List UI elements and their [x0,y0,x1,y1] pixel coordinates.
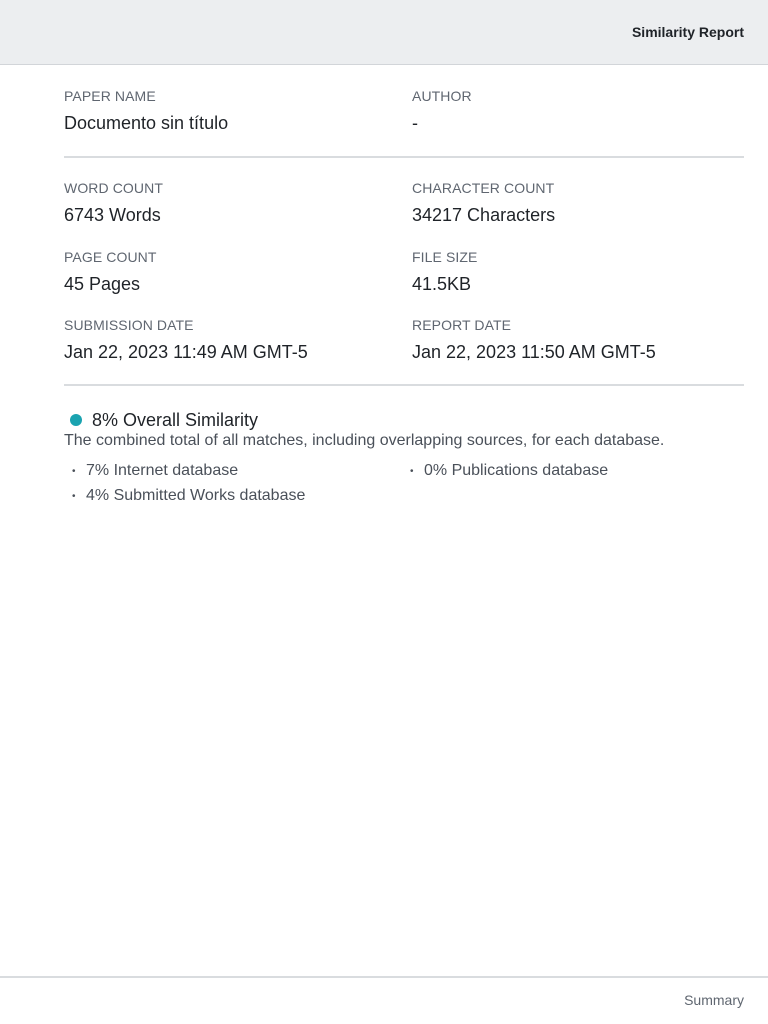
database-item [72,487,305,505]
character-count-value: 34217 Characters [412,205,556,225]
author-field [412,88,472,133]
file-size-value: 41.5KB [412,274,472,294]
paper-name-field [64,88,228,133]
database-item [410,462,608,480]
file-size-label: FILE SIZE [412,249,478,265]
bullet-icon: • [72,490,76,502]
divider [64,384,744,386]
report-date-label: REPORT DATE [412,317,512,333]
author-value: - [412,113,418,133]
overall-similarity-title: 8% Overall Similarity [92,409,259,430]
paper-name-label: PAPER NAME [64,88,156,104]
author-label: AUTHOR [412,88,472,104]
page-count-value: 45 Pages [64,274,141,294]
character-count-label: CHARACTER COUNT [412,180,555,196]
submission-date-field [64,317,308,362]
report-title: Similarity Report [631,24,744,40]
page-count-label: PAGE COUNT [64,249,157,265]
character-count-field [412,180,555,225]
footer-summary-label: Summary [684,992,744,1008]
word-count-field [64,180,163,225]
page-count-field [64,249,157,294]
similarity-indicator-icon [70,414,82,426]
bullet-icon: • [72,465,76,477]
database-item [72,462,238,480]
paper-name-value: Documento sin título [64,113,229,133]
file-size-field [412,249,477,294]
bottom-bar [0,976,768,1024]
divider [64,156,744,158]
word-count-label: WORD COUNT [64,180,163,196]
submission-date-value: Jan 22, 2023 11:49 AM GMT-5 [64,342,308,362]
submission-date-label: SUBMISSION DATE [64,317,194,333]
database-item-label: 4% Submitted Works database [86,487,306,504]
database-item-label: 7% Internet database [86,462,239,479]
bullet-icon: • [410,465,414,477]
overall-similarity-heading [70,409,258,431]
similarity-description: The combined total of all matches, including overlapping sources, for each database. [64,432,665,449]
database-item-label: 0% Publications database [424,462,609,479]
report-date-field [412,317,656,362]
report-date-value: Jan 22, 2023 11:50 AM GMT-5 [412,342,656,362]
word-count-value: 6743 Words [64,205,161,225]
top-bar [0,0,768,65]
